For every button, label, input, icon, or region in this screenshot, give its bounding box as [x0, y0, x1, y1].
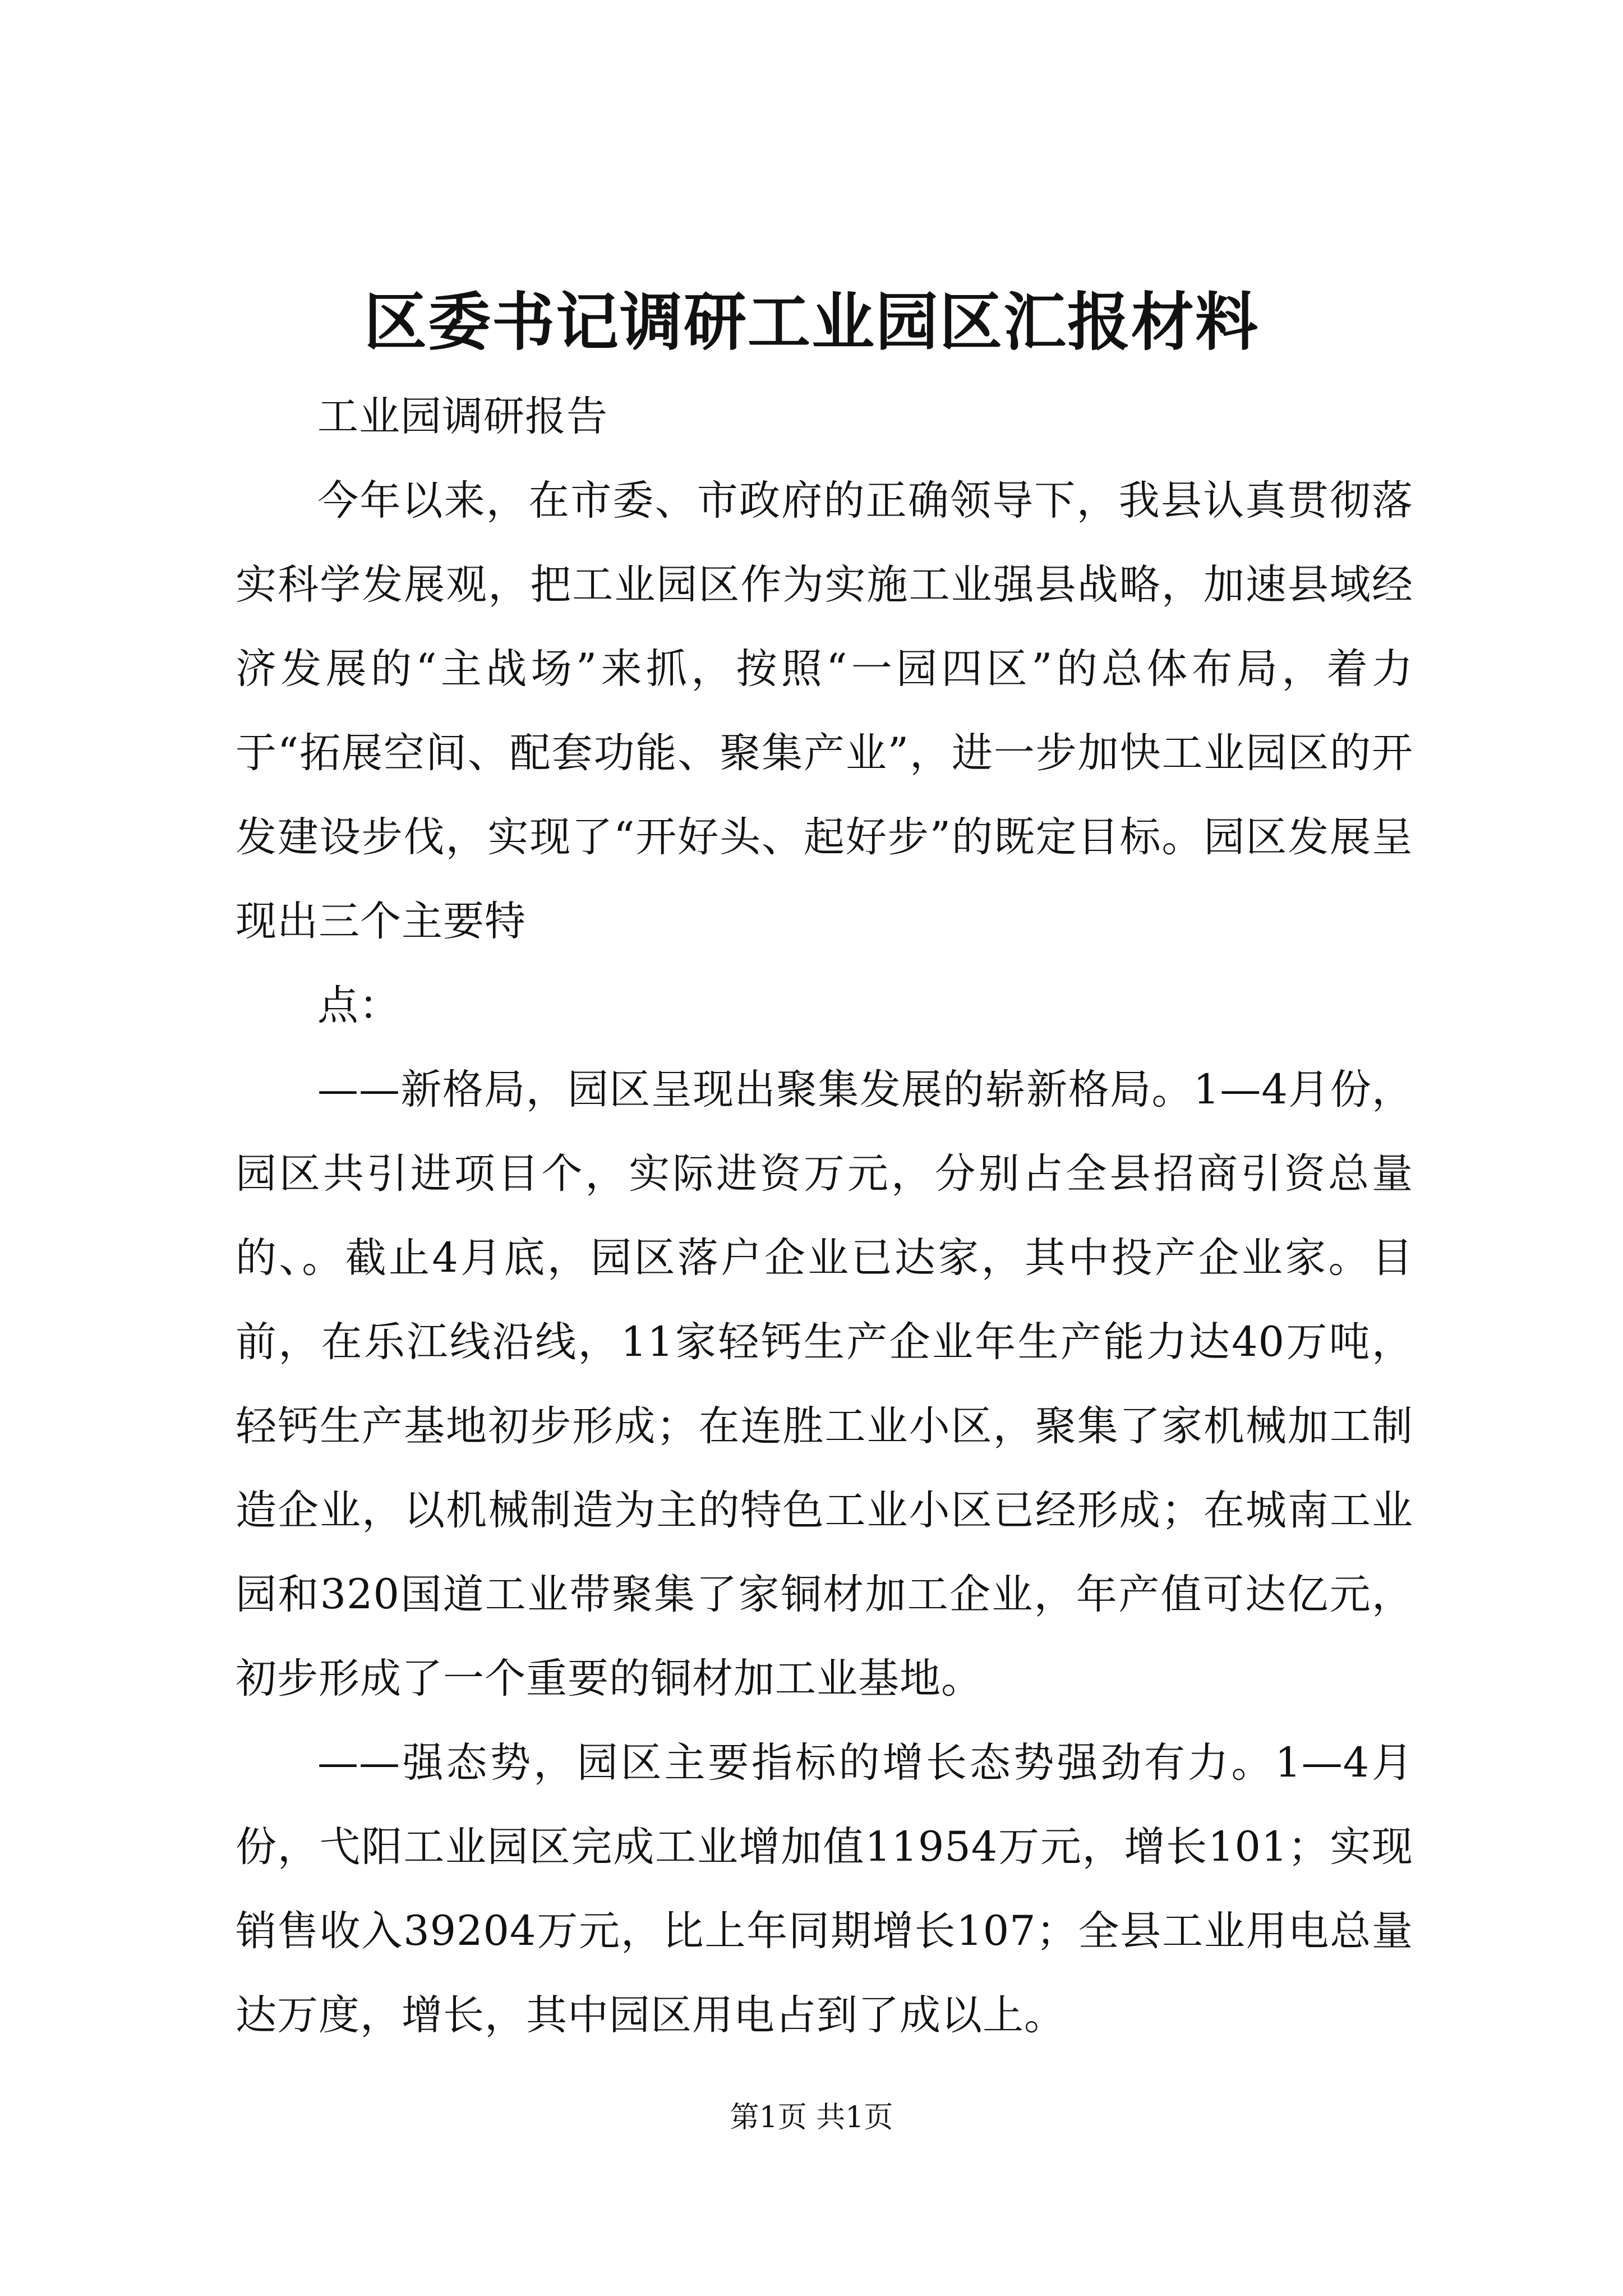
- paragraph-new-pattern: ——新格局，园区呈现出聚集发展的崭新格局。1—4月份，园区共引进项目个，实际进资万元，分别占全县招商引资总量的、。截止4月底，园区落户企业已达家，其中投产企业家。目前，在乐江线沿线，11家轻钙生产企业年生产能力达40万吨，轻钙生产基地初步形成；在连胜工业小区，聚集了家机械加工制造企业，以机械制造为主的特色工业小区已经形成；在城南工业园和320国道工业带聚集了家铜材加工企业，年产值可达亿元，初步形成了一个重要的铜材加工业基地。: [236, 1066, 1413, 1703]
- page-footer: 第1页 共1页: [730, 2101, 893, 2134]
- document-body: [236, 375, 1413, 2058]
- paragraph-subtitle: 工业园调研报告: [317, 393, 608, 440]
- paragraph-points-label: 点：: [317, 982, 400, 1029]
- paragraph-intro: 今年以来，在市委、市政府的正确领导下，我县认真贯彻落实科学发展观，把工业园区作为实施工业强县战略，加速县域经济发展的“主战场”来抓，按照“一园四区”的总体布局，着力于“拓展空间、配套功能、聚集产业”，进一步加快工业园区的开发建设步伐，实现了“开好头、起好步”的既定目标。园区发展呈现出三个主要特: [236, 477, 1413, 945]
- paragraph-strong-momentum: ——强态势，园区主要指标的增长态势强劲有力。1—4月份，弋阳工业园区完成工业增加值11954万元，增长101；实现销售收入39204万元，比上年同期增长107；全县工业用电总量达万度，增长，其中园区用电占到了成以上。: [236, 1739, 1413, 2039]
- document-title: 区委书记调研工业园区汇报材料: [364, 286, 1259, 359]
